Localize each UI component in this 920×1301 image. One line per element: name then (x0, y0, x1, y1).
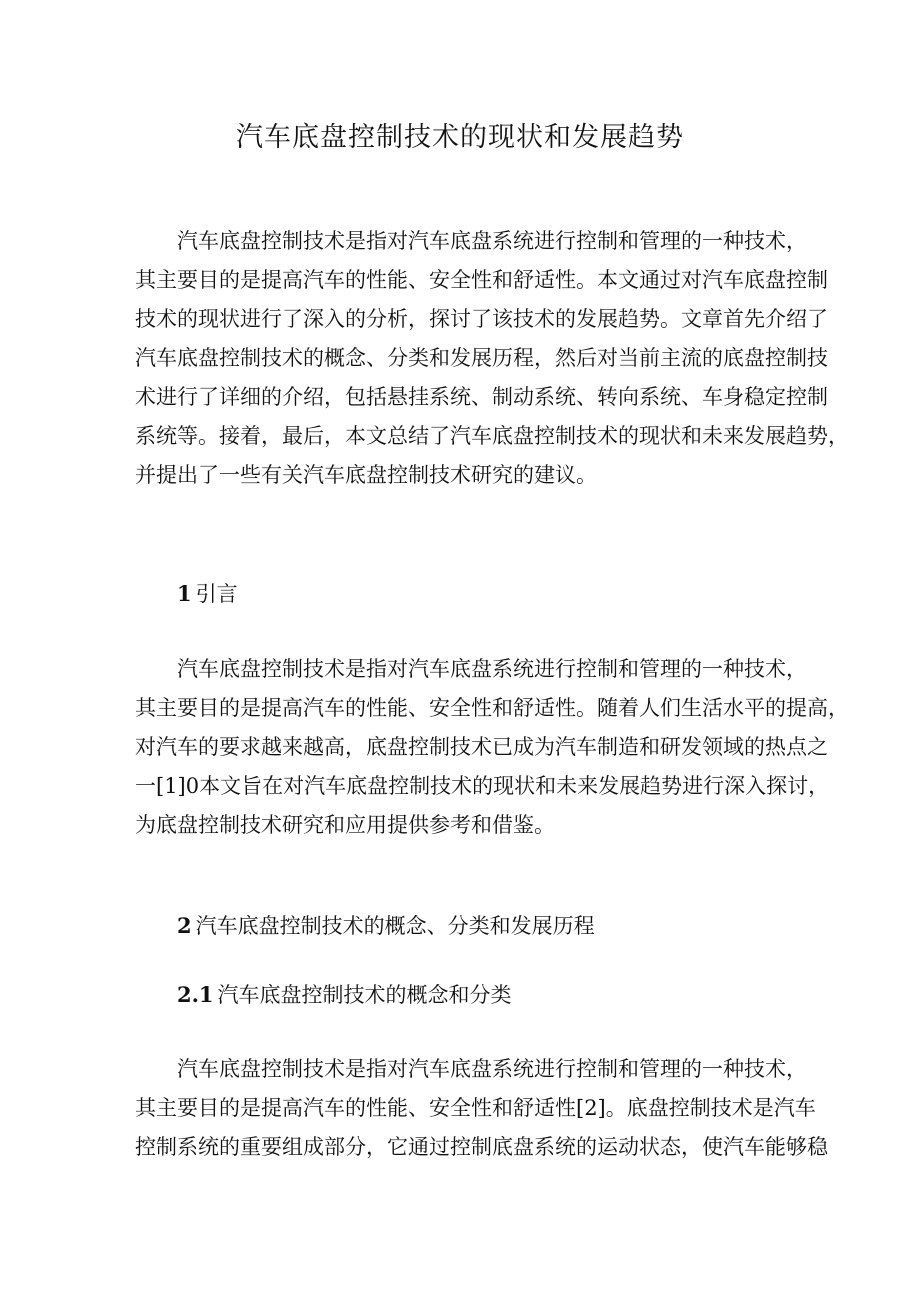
paragraph-line: 技术的现状进行了深入的分析，探讨了该技术的发展趋势。文章首先介绍了 (135, 307, 828, 331)
paragraph-line: 一[1]0本文旨在对汽车底盘控制技术的现状和未来发展趋势进行深入探讨， (135, 774, 830, 798)
paragraph-line: 并提出了一些有关汽车底盘控制技术研究的建议。 (135, 463, 597, 487)
section-title: 汽车底盘控制技术的概念、分类和发展历程 (195, 914, 595, 938)
section-number: 1 (177, 581, 192, 606)
paragraph-line: 术进行了详细的介绍，包括悬挂系统、制动系统、转向系统、车身稳定控制 (135, 385, 828, 409)
abstract-paragraph (135, 222, 849, 495)
section-title: 引言 (195, 582, 238, 606)
concept-paragraph (135, 1050, 828, 1167)
section-number: 2.1 (177, 982, 214, 1007)
paragraph-line: 汽车底盘控制技术的概念、分类和发展历程，然后对当前主流的底盘控制技 (135, 346, 828, 370)
section-heading-2 (177, 911, 595, 941)
paragraph-line: 汽车底盘控制技术是指对汽车底盘系统进行控制和管理的一种技术， (177, 1057, 807, 1081)
paragraph-line: 其主要目的是提高汽车的性能、安全性和舒适性。本文通过对汽车底盘控制 (135, 268, 828, 292)
section-title: 汽车底盘控制技术的概念和分类 (217, 983, 512, 1007)
paragraph-line: 汽车底盘控制技术是指对汽车底盘系统进行控制和管理的一种技术， (177, 229, 807, 253)
paragraph-line: 控制系统的重要组成部分，它通过控制底盘系统的运动状态，使汽车能够稳 (135, 1135, 828, 1159)
paragraph-line: 为底盘控制技术研究和应用提供参考和借鉴。 (135, 813, 555, 837)
section-number: 2 (177, 913, 192, 938)
paragraph-line: 系统等。接着，最后，本文总结了汽车底盘控制技术的现状和未来发展趋势， (135, 424, 849, 448)
paragraph-line: 汽车底盘控制技术是指对汽车底盘系统进行控制和管理的一种技术， (177, 657, 807, 681)
paragraph-line: 对汽车的要求越来越高，底盘控制技术已成为汽车制造和研发领域的热点之 (135, 735, 828, 759)
paragraph-line: 其主要目的是提高汽车的性能、安全性和舒适性。随着人们生活水平的提高， (135, 696, 849, 720)
intro-paragraph (135, 650, 849, 845)
document-title: 汽车底盘控制技术的现状和发展趋势 (236, 122, 684, 153)
section-heading-2-1 (177, 980, 512, 1010)
paragraph-line: 其主要目的是提高汽车的性能、安全性和舒适性[2]。底盘控制技术是汽车 (135, 1096, 816, 1120)
section-heading-1 (177, 579, 238, 609)
